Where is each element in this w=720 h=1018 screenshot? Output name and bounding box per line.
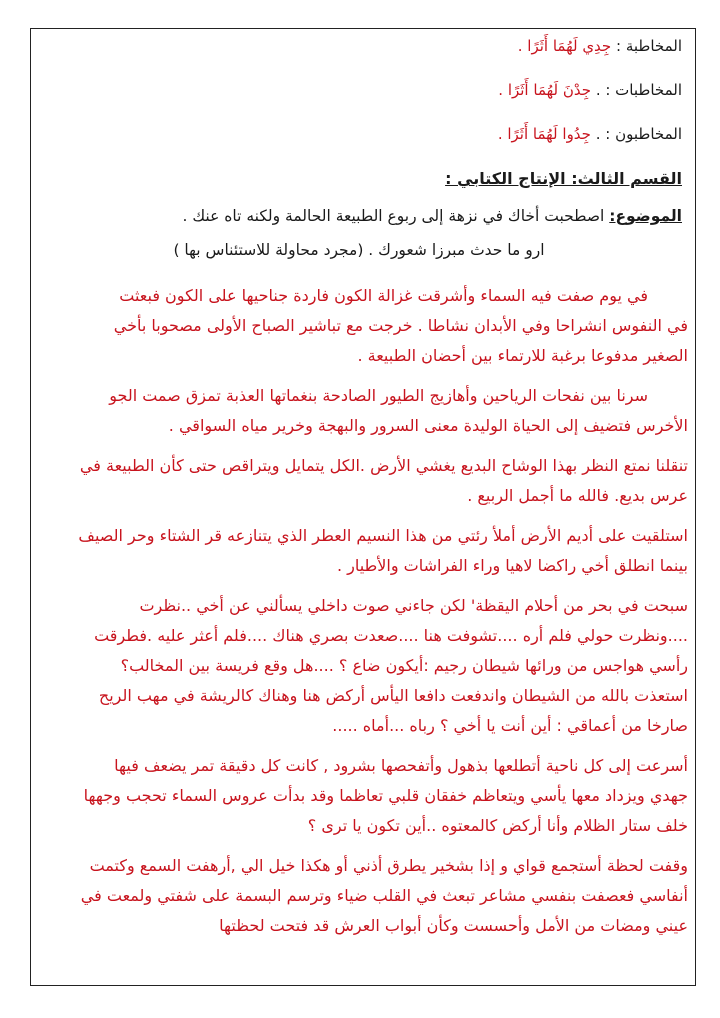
section-title: القسم الثالث: الإنتاج الكتابي : [445,169,682,188]
text-line: خلف ستار الظلام وأنا أركض كالمعتوه ..أين تكون يا ترى ؟ [307,816,688,835]
paragraph-2 [36,382,688,442]
paragraph-7 [36,852,688,942]
topic-instruction: ارو ما حدث مبرزا شعورك . (مجرد محاولة للاستئناس بها ) [173,241,545,259]
paragraph-5 [36,592,688,742]
text-line: صارخا من أعماقي : أين أنت يا أخي ؟ رباه ...أماه ..... [332,716,688,735]
text-line: سبحت في بحر من أحلام اليقظة' لكن جاءني صوت داخلي يسألني عن أخي ..نظرت [139,596,688,615]
text-line: ....ونظرت حولي فلم أره ....تشوفت هنا ....صعدت بصري هناك ....فلم أعثر عليه .فطرقت [94,626,688,645]
form-value: جِدْنَ لَهُمَا أَثَرًا . [498,81,592,99]
text-line: عيني ومضات من الأمل وأحسست وكأن أبواب العرش قد فتحت لحظتها [219,916,688,935]
form-value: جِدُوا لَهُمَا أَثَرًا . [497,125,591,143]
text-line: الصغير مدفوعا برغبة للارتماء بين أحضان الطبيعة . [357,346,688,365]
text-line: بينما انطلق أخي راكضا لاهيا وراء الفراشات والأطيار . [336,556,688,575]
paragraph-3 [36,452,688,512]
form-row-masculine-plural [36,120,688,164]
topic-text: اصطحبت أخاك في نزهة إلى ربوع الطبيعة الحالمة ولكنه تاه عنك . [182,207,605,225]
text-line: سرنا بين نفحات الرياحين وأهازيج الطيور الصادحة بنغماتها العذبة تمزق صمت الجو [109,386,648,405]
text-line: جهدي ويزداد معها يأسي ويتعاظم خفقان قلبي تعاظما وقد بدأت عروس السماء تحجب وجهها [83,786,688,805]
text-line: في يوم صفت فيه السماء وأشرقت غزالة الكون فاردة جناحيها على الكون فبعثت [119,286,648,305]
text-line: رأسي هواجس من ورائها شيطان رجيم :أيكون ضاع ؟ ....هل وقع فريسة بين المخالب؟ [120,656,688,675]
text-line: استلقيت على أديم الأرض أملأ رئتي من هذا النسيم العطر الذي يتنازعه قر الشتاء وحر الصيف [78,526,688,545]
form-label: المخاطبات : . [595,81,682,99]
text-line: استعذت بالله من الشيطان واندفعت دافعا اليأس أركض هنا وهناك كالريشة في مهب الريح [98,686,688,705]
paragraph-6 [36,752,688,842]
text-line: الأخرس فتضيف إلى الحياة الوليدة معنى السرور والبهجة وخرير مياه السواقي . [168,416,688,435]
text-line: وقفت لحظة أستجمع قواي و إذا بشخير يطرق أذني أو هكذا خيل الي ,أرهفت السمع وكتمت [89,856,688,875]
text-line: في النفوس انشراحا وفي الأبدان نشاطا . خرجت مع تباشير الصباح الأولى مصحوبا بأخي [113,316,688,335]
form-row-feminine-singular [36,32,688,76]
form-value: جِدِي لَهُمَا أَثَرًا . [517,37,612,55]
paragraph-4 [36,522,688,582]
text-line: عرس بديع. فالله ما أجمل الربيع . [467,486,688,505]
form-label: المخاطبون : . [595,125,682,143]
text-line: أسرعت إلى كل ناحية أتطلعها بذهول وأتفحصها بشرود , كانت كل دقيقة تمر يضعف فيها [114,756,688,775]
topic-line [36,202,688,236]
text-line: تنقلنا نمتع النظر بهذا الوشاح البديع يغشي الأرض .الكل يتمايل ويتراقص حتى كأن الطبيعة في [79,456,688,475]
form-row-feminine-plural [36,76,688,120]
paragraph-1 [36,282,688,372]
text-line: أنفاسي فعصفت بنفسي مشاعر تبعث في القلب ضياء وترسم البسمة على شفتي ولمعت في [80,886,688,905]
form-label: المخاطبة : [616,37,682,55]
topic-label: الموضوع: [609,207,682,225]
document-body [36,32,688,952]
